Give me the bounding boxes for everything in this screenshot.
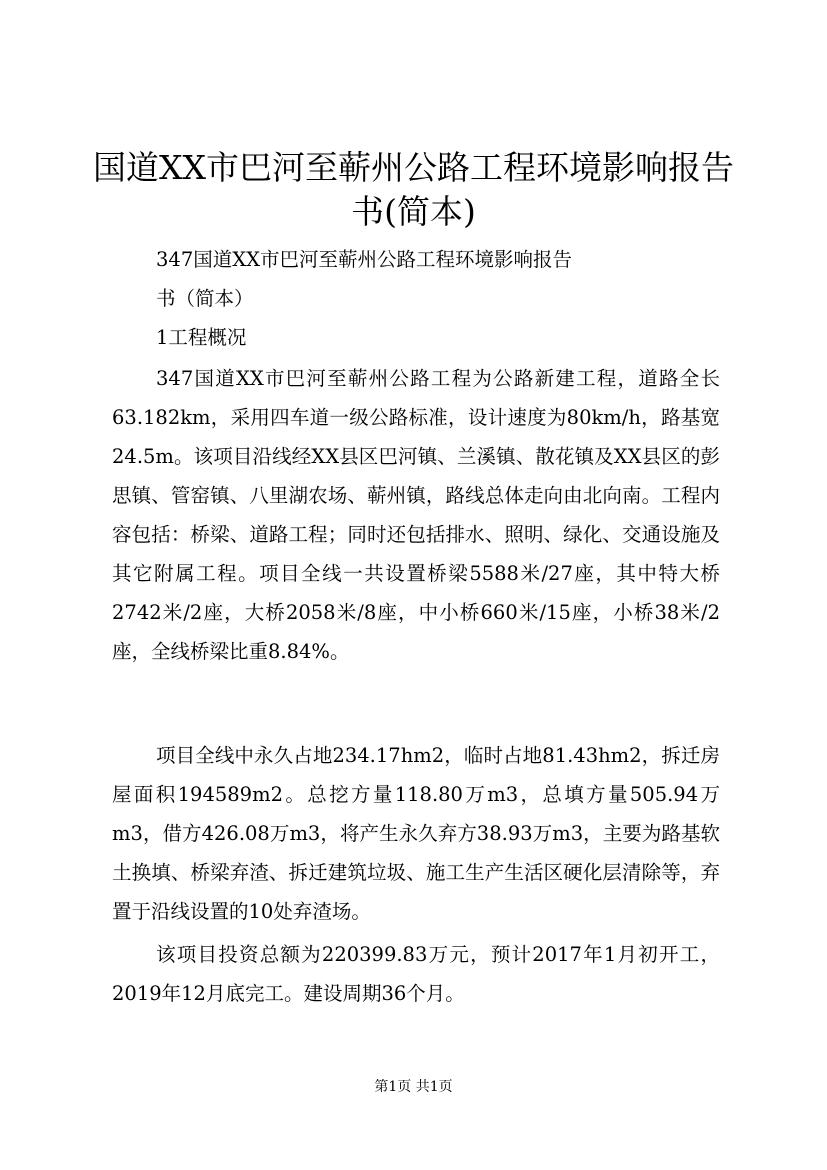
subtitle-line-1: 347国道XX市巴河至蕲州公路工程环境影响报告	[156, 248, 572, 271]
document-title-line-1: 国道XX市巴河至蕲州公路工程环境影响报告	[93, 148, 734, 187]
paragraph-project-overview: 347国道XX市巴河至蕲州公路工程为公路新建工程，道路全长63.182km，采用四车道一级公路标准，设计速度为80km/h，路基宽24.5m。该项目沿线经XX县区巴河镇、兰溪镇、散花镇及XX县区的彭思镇、管窑镇、八里湖农场、蕲州镇，路线总体走向由北向南。工程内容包括：桥梁、道路工程；同时还包括排水、照明、绿化、交通设施及其它附属工程。项目全线一共设置桥梁5588米/27座，其中特大桥2742米/2座，大桥2058米/8座，中小桥660米/15座，小桥38米/2座，全线桥梁比重8.84%。	[112, 367, 720, 663]
section-heading: 1工程概况	[156, 326, 247, 349]
page-footer: 第1页 共1页	[374, 1079, 453, 1095]
document-title-line-2: 书(简本)	[351, 192, 476, 231]
paragraph-investment-schedule: 该项目投资总额为220399.83万元，预计2017年1月初开工，2019年12月底完工。建设周期36个月。	[112, 943, 720, 1005]
paragraph-land-and-earthwork: 项目全线中永久占地234.17hm2，临时占地81.43hm2，拆迁房屋面积194589m2。总挖方量118.80万m3，总填方量505.94万m3，借方426.08万m3，将产生永久弃方38.93万m3，主要为路基软土换填、桥梁弃渣、拆迁建筑垃圾、施工生产生活区硬化层清除等，弃置于沿线设置的10处弃渣场。	[112, 744, 720, 923]
subtitle-line-2: 书（简本）	[156, 287, 254, 310]
